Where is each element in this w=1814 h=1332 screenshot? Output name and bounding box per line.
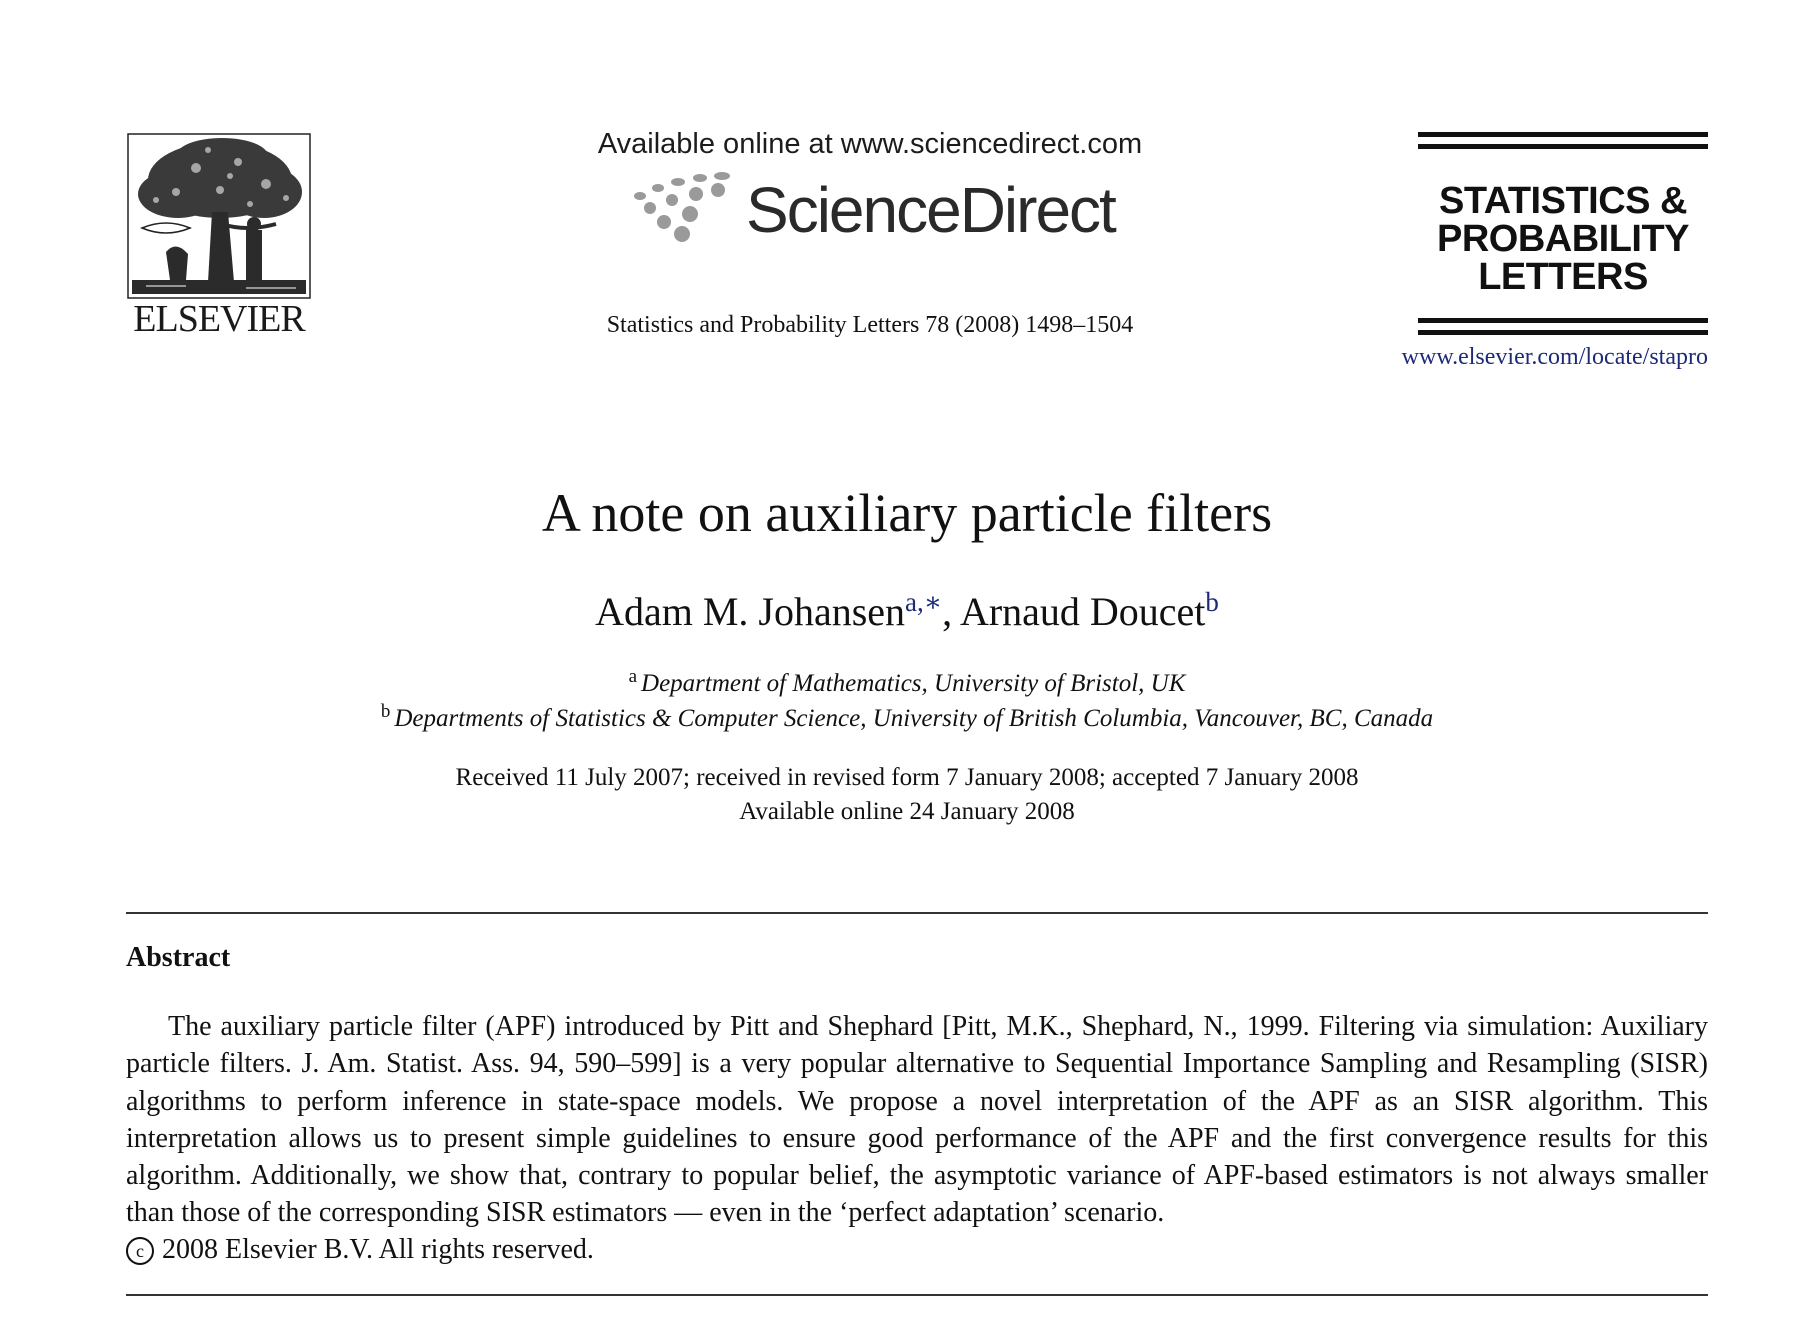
affiliation-text: Department of Mathematics, University of Bristol, UK — [641, 670, 1186, 697]
journal-logo-line: PROBABILITY — [1436, 218, 1690, 260]
sciencedirect-wordmark: ScienceDirect — [746, 174, 1115, 246]
journal-logo-text — [1418, 182, 1708, 296]
sciencedirect-logo[interactable] — [630, 170, 1115, 250]
elsevier-tree-icon — [126, 132, 312, 300]
abstract-text: The auxiliary particle filter (APF) introduced by Pitt and Shephard [Pitt, M.K., Shephard, N., 1999. Filtering via simulation: Auxiliary particle filters. J. Am. Statist. Ass. 94, 590–599] is a very popular alternative to Sequential Importance Sampling and Resampling (SISR) algorithms to perform inference in state-space models. We propose a novel interpretation of the APF as an SISR algorithm. This interpretation allows us to present simple guidelines to ensure good performance of the APF and the first convergence results for this algorithm. Additionally, we show that, contrary to popular belief, the asymptotic variance of APF-based estimators is not always smaller than those of the corresponding SISR estimators — even in the ‘perfect adaptation’ scenario. — [126, 1011, 1708, 1229]
available-online-date: Available online 24 January 2008 — [739, 798, 1075, 825]
abstract-body — [126, 1008, 1708, 1232]
author-name: Arnaud Doucet — [959, 589, 1206, 634]
abstract-top-rule — [126, 912, 1708, 914]
journal-logo-top-rule-2 — [1418, 144, 1708, 149]
journal-citation: Statistics and Probability Letters 78 (2008) 1498–1504 — [606, 312, 1134, 338]
author-separator: , — [942, 589, 953, 634]
journal-logo — [1418, 132, 1708, 338]
author-affiliation-mark[interactable]: b — [1205, 587, 1219, 617]
affiliation-mark: a — [628, 666, 638, 687]
journal-logo-bottom-rule — [1418, 318, 1708, 323]
affiliation-mark: b — [380, 701, 391, 722]
author-list — [0, 588, 1814, 635]
article-history: Received 11 July 2007; received in revised form 7 January 2008; accepted 7 January 2008 — [455, 764, 1359, 791]
author-affiliation-mark[interactable]: a,∗ — [905, 587, 943, 617]
copyright-line — [126, 1234, 594, 1266]
affiliation-text: Departments of Statistics & Computer Science, University of British Columbia, Vancouver, BC, Canada — [394, 705, 1434, 732]
author-name: Adam M. Johansen — [595, 589, 906, 634]
abstract-heading: Abstract — [126, 942, 231, 973]
copyright-icon: c — [126, 1237, 154, 1265]
copyright-text: 2008 Elsevier B.V. All rights reserved. — [162, 1234, 594, 1265]
sciencedirect-dots-icon — [630, 170, 740, 250]
paper-title: A note on auxiliary particle filters — [541, 483, 1273, 543]
journal-logo-line: LETTERS — [1478, 256, 1648, 298]
elsevier-logo — [126, 132, 312, 342]
journal-logo-line: STATISTICS & — [1438, 180, 1688, 222]
journal-url-link[interactable]: www.elsevier.com/locate/stapro — [1401, 344, 1708, 370]
publisher-name: ELSEVIER — [133, 298, 305, 340]
abstract-bottom-rule — [126, 1294, 1708, 1296]
available-online-text: Available online at www.sciencedirect.com — [597, 128, 1143, 160]
journal-logo-bottom-rule-2 — [1418, 330, 1708, 335]
journal-logo-top-rule — [1418, 132, 1708, 137]
affiliation-a — [0, 666, 1814, 698]
affiliation-b — [0, 701, 1814, 733]
